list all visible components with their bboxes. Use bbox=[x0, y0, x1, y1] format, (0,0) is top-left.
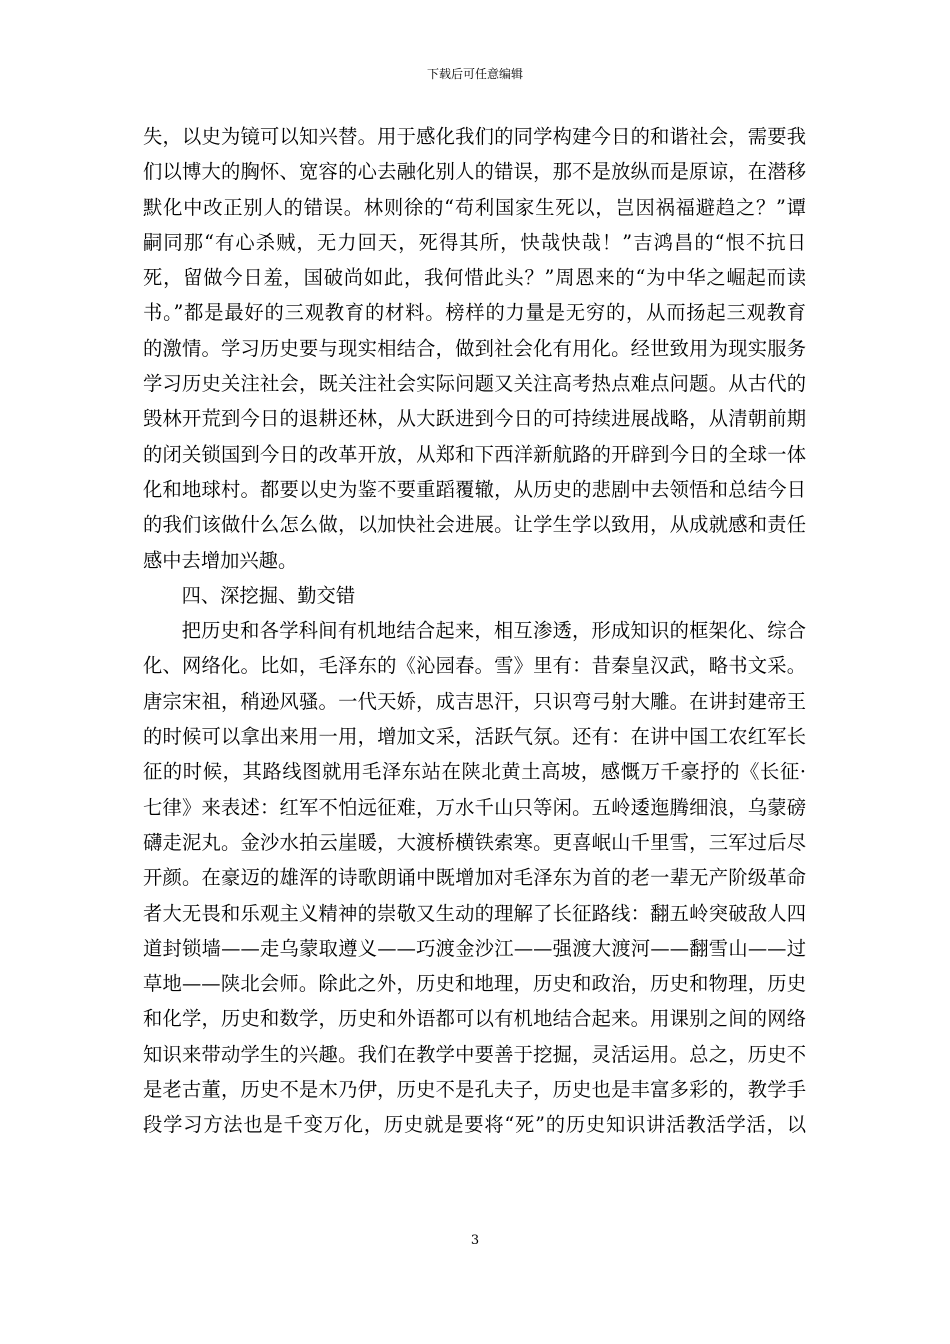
text-line: 的时候可以拿出来用一用，增加文采，活跃气氛。还有：在讲中国工农红军长 bbox=[143, 725, 806, 749]
text-line: 们以博大的胸怀、宽容的心去融化别人的错误，那不是放纵而是原谅，在潜移 bbox=[143, 160, 806, 184]
text-line: 默化中改正别人的错误。林则徐的“苟利国家生死以，岂因祸福避趋之？”谭 bbox=[143, 195, 806, 219]
text-line: 的激情。学习历史要与现实相结合，做到社会化有用化。经世致用为现实服务 bbox=[143, 336, 806, 360]
text-line: 知识来带动学生的兴趣。我们在教学中要善于挖掘，灵活运用。总之，历史不 bbox=[143, 1042, 806, 1066]
paragraph-1 bbox=[143, 119, 806, 578]
text-line: 征的时候，其路线图就用毛泽东站在陕北黄土高坡，感慨万千豪抒的《长征· bbox=[143, 760, 806, 784]
page-number: 3 bbox=[470, 1233, 480, 1248]
text-line: 礴走泥丸。金沙水拍云崖暖，大渡桥横铁索寒。更喜岷山千里雪，三军过后尽 bbox=[143, 830, 806, 854]
section-heading: 四、深挖掘、勤交错 bbox=[181, 583, 356, 607]
text-line: 七律》来表述：红军不怕远征难，万水千山只等闲。五岭逶迤腾细浪，乌蒙磅 bbox=[143, 795, 806, 819]
text-line: 化和地球村。都要以史为鉴不要重蹈覆辙，从历史的悲剧中去领悟和总结今日 bbox=[143, 477, 806, 501]
text-line: 草地——陕北会师。除此之外，历史和地理，历史和政治，历史和物理，历史 bbox=[143, 972, 806, 996]
text-line: 者大无畏和乐观主义精神的崇敬又生动的理解了长征路线：翻五岭突破敌人四 bbox=[143, 901, 806, 925]
text-line: 失，以史为镜可以知兴替。用于感化我们的同学构建今日的和谐社会，需要我 bbox=[143, 125, 806, 148]
text-line: 唐宗宋祖，稍逊风骚。一代天娇，成吉思汗，只识弯弓射大雕。在讲封建帝王 bbox=[143, 689, 806, 713]
text-line: 段学习方法也是千变万化，历史就是要将“死”的历史知识讲活教活学活，以 bbox=[143, 1113, 806, 1137]
paragraph-2 bbox=[143, 613, 806, 1142]
text-line: 开颜。在豪迈的雄浑的诗歌朗诵中既增加对毛泽东为首的老一辈无产阶级革命 bbox=[143, 866, 806, 890]
text-line: 死，留做今日羞，国破尚如此，我何惜此头？”周恩来的“为中华之崛起而读 bbox=[143, 266, 806, 290]
text-line: 书。”都是最好的三观教育的材料。榜样的力量是无穷的，从而扬起三观教育 bbox=[143, 301, 806, 325]
section-heading-paragraph bbox=[143, 578, 806, 613]
text-line: 把历史和各学科间有机地结合起来，相互渗透，形成知识的框架化、综合 bbox=[181, 619, 806, 643]
text-line: 化、网络化。比如，毛泽东的《沁园春。雪》里有：昔秦皇汉武，略书文采。 bbox=[143, 654, 806, 678]
text-line: 的我们该做什么怎么做，以加快社会进展。让学生学以致用，从成就感和责任 bbox=[143, 513, 806, 537]
text-line: 是老古董，历史不是木乃伊，历史不是孔夫子，历史也是丰富多彩的，教学手 bbox=[143, 1078, 806, 1102]
text-line: 道封锁墙——走乌蒙取遵义——巧渡金沙江——强渡大渡河——翻雪山——过 bbox=[143, 936, 806, 960]
text-line: 嗣同那“有心杀贼，无力回天，死得其所，快哉快哉！”吉鸿昌的“恨不抗日 bbox=[143, 230, 806, 254]
document-body bbox=[143, 119, 806, 1143]
text-line: 学习历史关注社会，既关注社会实际问题又关注高考热点难点问题。从古代的 bbox=[143, 372, 806, 396]
text-line: 的闭关锁国到今日的改革开放，从郑和下西洋新航路的开辟到今日的全球一体 bbox=[143, 442, 806, 466]
page-header: 下载后可任意编辑 bbox=[426, 67, 523, 81]
text-line: 和化学，历史和数学，历史和外语都可以有机地结合起来。用课别之间的网络 bbox=[143, 1007, 806, 1031]
text-line: 感中去增加兴趣。 bbox=[143, 548, 298, 572]
text-line: 毁林开荒到今日的退耕还林，从大跃进到今日的可持续进展战略，从清朝前期 bbox=[143, 407, 806, 431]
